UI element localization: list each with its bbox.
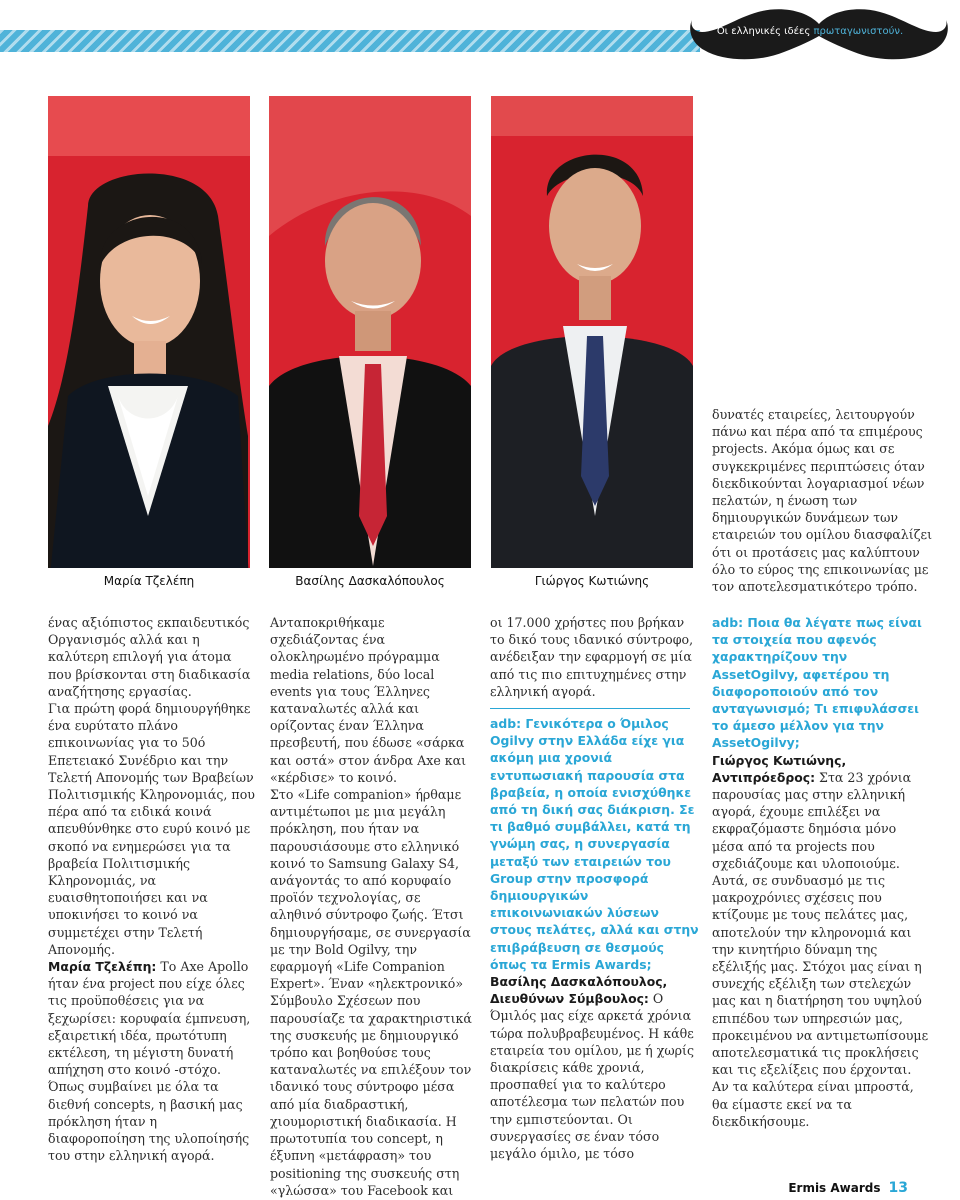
col3-answer: [490, 973, 702, 1162]
col2-paragraph-2: Στο «Life companion» ήρθαμε αντιμέτωποι με μια μεγάλη πρόκληση, που ήταν να παρουσιάσουμε στο ελληνικό κοινό το Samsung Galaxy S4, ανάγοντάς το από κορυφαίο προϊόν τεχνολογίας, σε αληθινό σύντροφο ζωής. Έτσι δημιουργήσαμε, σε συνεργασία με την Bold Ogilvy, την εφαρμογή «Life Companion Expert». Έναν «ηλεκτρονικό» Σύμβουλο Σχέσεων που παρουσίαζε τα χαρακτηριστικά της συσκευής με δημιουργικό τρόπο και βοηθούσε τους καταναλωτές να επιλέξουν τον ιδανικό τους σύντροφο μέσα από μία διαδραστική, χιουμοριστική διαδικασία. Η πρωτοτυπία του concept, η έξυπνη «μετάφραση» του positioning της συσκευής στη «γλώσσα» του Facebook και: [270, 787, 472, 1198]
col4-top-paragraph: δυνατές εταιρείες, λειτουργούν πάνω και πέρα από τα επιμέρους projects. Ακόμα όμως και σε συγκεκριμένες περιπτώσεις όταν διεκδικούνται λογαριασμοί νέων πελατών, η ένωση των δημιουργικών δυνάμεων των εταιρειών του ομίλου διασφαλίζει ότι οι προτάσεις μας καλύπτουν όλο το εύρος της επικοινωνίας με τον αποτελεσματικότερο τρόπο.: [712, 407, 933, 595]
tagline-accent: πρωταγωνιστούν.: [813, 26, 904, 37]
speaker-maria: Μαρία Τζελέπη:: [48, 959, 157, 975]
portrait-illustration: [269, 96, 471, 596]
footer-publication: Ermis Awards: [788, 1181, 881, 1195]
header-tagline: [700, 26, 920, 37]
column-4: [712, 614, 930, 1130]
question-group-ogilvy: adb: Γενικότερα ο Όμιλος Ogilvy στην Ελλάδα είχε για ακόμη μια χρονιά εντυπωσιακή παρουσία στα βραβεία, η οποία ενισχύθηκε από τη δική σας διάκριση. Σε τι βαθμό συμβάλλει, κατά τη γνώμη σας, η συνεργασία μεταξύ των εταιρειών του Group στην προσφορά δημιουργικών επικοινωνιακών λύσεων στους πελάτες, αλλά και στην επιβράβευση σε θεσμούς όπως τα Ermis Awards;: [490, 716, 699, 972]
column-2: [270, 614, 476, 1199]
portrait-illustration: [48, 96, 250, 596]
caption-maria: Μαρία Τζελέπη: [48, 568, 250, 596]
portrait-giorgos-kotionis: [491, 96, 693, 596]
col4-paragraph-2: Αυτά, σε συνδυασμό με τις μακροχρόνιες σχέσεις που κτίζουμε με τους πελάτες μας, αποτελούν την κληρονομιά και την κινητήριο δύναμη της εξέλιξής μας. Στόχοι μας είναι η συνεχής εξέλιξη των στελεχών μας και η διατήρηση του υψηλού επιπέδου των υπηρεσιών μας, προκειμένου να αντιμετωπίσουμε αποτελεσματικά τις προκλήσεις και τις εξελίξεις που έρχονται.: [712, 873, 929, 1078]
col1-paragraph-3: [48, 958, 256, 1164]
portrait-maria-tzelepi: [48, 96, 250, 596]
col1-paragraph-1: ένας αξιόπιστος εκπαιδευτικός Οργανισμός αλλά και η καλύτερη επιλογή για άτομα που βρίσκονται στη διαδικασία αναζήτησης εργασίας.: [48, 615, 251, 699]
answer-giorgos-1: Στα 23 χρόνια παρουσίας μας στην ελληνική αγορά, έχουμε επιλέξει να εκφραζόμαστε δημόσια μόνο μέσα από τα projects που σχεδιάζουμε και υλοποιούμε.: [712, 769, 912, 871]
portrait-illustration: [491, 96, 693, 596]
col4-answer-1: [712, 752, 930, 872]
page-footer: [788, 1180, 908, 1196]
col1-paragraph-2: Για πρώτη φορά δημιουργήθηκε ένα ευρύτατο πλάνο επικοινωνίας για το 50ό Επετειακό Συνέδριο και την Τελετή Απονομής των Βραβείων Πολιτισμικής Κληρονομιάς, που πέρα από τα ειδικά κοινά απευθύνθηκε στο ευρύ κοινό με σκοπό να ενημερώσει για τα βραβεία Πολιτισμικής Κληρονομιάς, να ευαισθητοποιήσει και να υποκινήσει το κοινό να συμμετέχει στην Τελετή Απονομής.: [48, 701, 255, 957]
speaker-giorgos: Γιώργος Κωτιώνης, Αντιπρόεδρος:: [712, 752, 847, 785]
page-number: 13: [888, 1180, 908, 1196]
caption-giorgos: Γιώργος Κωτιώνης: [491, 568, 693, 596]
speaker-vasilis: Βασίλης Δασκαλόπουλος, Διευθύνων Σύμβουλος:: [490, 974, 668, 1007]
header-stripe-band: [0, 30, 700, 52]
answer-vasilis: Ο Όμιλός μας είχε αρκετά χρόνια τώρα πολυβραβευμένος. Η κάθε εταιρεία του ομίλου, με ή χωρίς διακρίσεις κάθε χρονιά, προσπαθεί για το καλύτερο αποτέλεσμα των πελατών που την εμπιστεύονται. Οι συνεργασίες σε έναν τόσο μεγάλο όμιλο, με τόσο: [490, 991, 695, 1162]
col3-paragraph-1: οι 17.000 χρήστες που βρήκαν το δικό τους ιδανικό σύντροφο, ανέδειξαν την εφαρμογή σε μία από τις πιο επιτυχημένες στην ελληνική αγορά.: [490, 615, 694, 699]
column-1: [48, 614, 256, 1165]
col4-paragraph-3: Αν τα καλύτερα είναι μπροστά, θα είμαστε εκεί να τα διεκδικήσουμε.: [712, 1079, 914, 1129]
section-divider: [490, 708, 690, 709]
column-3: [490, 614, 702, 1162]
col2-paragraph-1: Ανταποκριθήκαμε σχεδιάζοντας ένα ολοκληρωμένο πρόγραμμα media relations, δύο local events για τους Έλληνες καταναλωτές αλλά και ορίζοντας έναν Έλληνα πρεσβευτή, που έδωσε «σάρκα και οστά» στον άνδρα Axe και «κέρδισε» το κοινό.: [270, 615, 467, 785]
tagline-prefix: Οι ελληνικές ιδέες: [716, 26, 811, 37]
question-assetogilvy: adb: Ποια θα λέγατε πως είναι τα στοιχεία που αφενός χαρακτηρίζουν την AssetOgilvy, αφετέρου τη διαφοροποιούν από τον ανταγωνισμό; Τι επιφυλάσσει το άμεσο μέλλον για την AssetOgilvy;: [712, 615, 922, 751]
answer-maria: Το Axe Apollo ήταν ένα project που είχε όλες τις προϋποθέσεις για να ξεχωρίσει: κορυφαία έμπνευση, εξαιρετική ιδέα, πρωτότυπη εκτέλεση, τη μέγιστη δυνατή απήχηση στο κοινό -στόχο. Όπως συμβαίνει με όλα τα διεθνή concepts, η βασική μας πρόκληση ήταν η διαφοροποίηση της υλοποίησής του στην ελληνική αγορά.: [48, 959, 251, 1164]
col4-top-text: [712, 406, 934, 595]
portrait-vasilis-daskalopoulos: [269, 96, 471, 596]
caption-vasilis: Βασίλης Δασκαλόπουλος: [269, 568, 471, 596]
